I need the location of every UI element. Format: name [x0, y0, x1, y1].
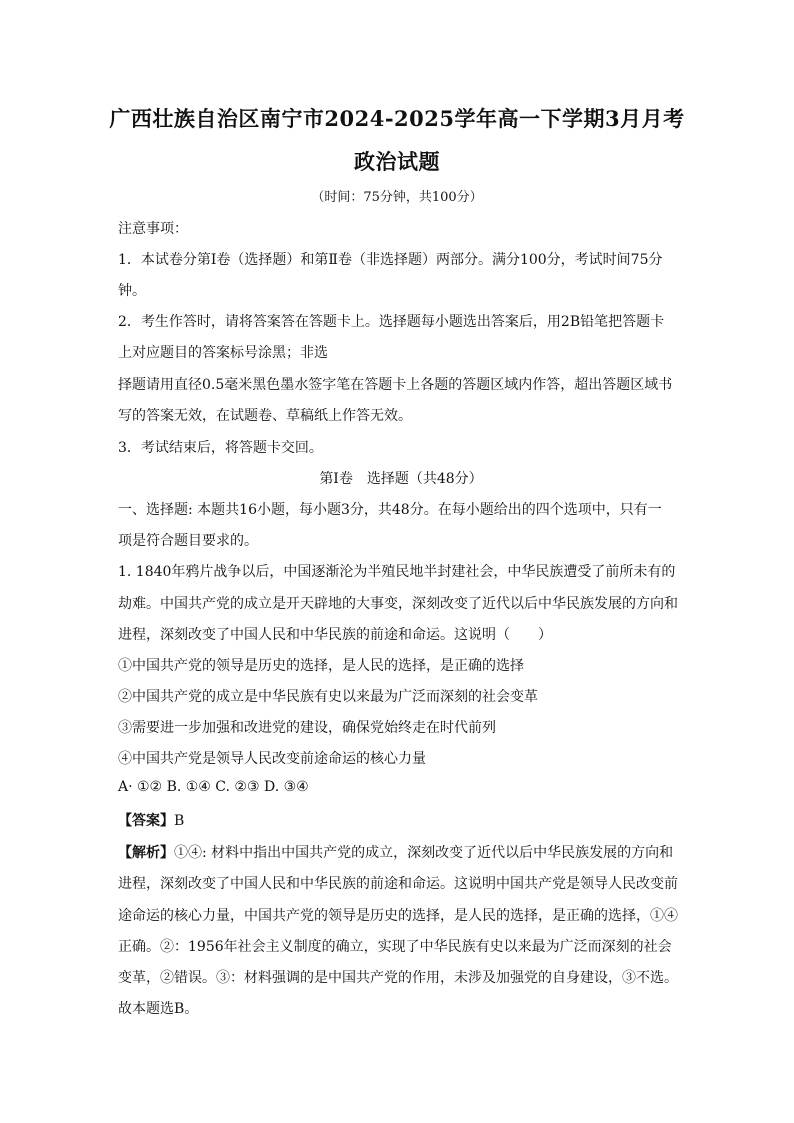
analysis-line1: [118, 842, 684, 862]
note-2-line1: 2．考生作答时，请将答案答在答题卡上。选择题每小题选出答案后，用2B铅笔把答题卡: [118, 314, 665, 330]
doc-subtitle: （时间：75分钟，共100分）: [311, 190, 483, 205]
note-2-line2: 上对应题目的答案标号涂黑；非选: [118, 345, 328, 361]
analysis-text-1: ①④: 材料中指出中国共产党的成立，深刻改变了近代以后中华民族发展的方向和: [174, 845, 674, 861]
analysis-line4: 正确。②：1956年社会主义制度的确立，实现了中华民族有史以来最为广泛而深刻的社会: [118, 939, 672, 955]
question-stem-line1: 1. 1840年鸦片战争以后，中国逐渐沦为半殖民地半封建社会，中华民族遭受了前所未有的: [118, 564, 676, 580]
section-intro-line2: 项是符合题目要求的。: [118, 533, 258, 549]
question-option-1: ①中国共产党的领导是历史的选择，是人民的选择，是正确的选择: [118, 658, 524, 674]
doc-title-line1: 广西壮族自治区南宁市2024-2025学年高一下学期3月月考: [109, 106, 685, 131]
note-2-line4: 写的答案无效，在试题卷、草稿纸上作答无效。: [118, 408, 412, 424]
question-option-3: ③需要进一步加强和改进党的建设，确保党始终走在时代前列: [118, 720, 496, 736]
analysis-line5: 变革，②错误。③：材料强调的是中国共产党的作用，未涉及加强党的自身建设，③不选。: [118, 970, 678, 986]
answer-line: [118, 810, 684, 830]
answer-label: 【答案】: [118, 813, 174, 829]
analysis-line6: 故本题选B。: [118, 1001, 199, 1017]
doc-title-line2: 政治试题: [354, 149, 440, 174]
answer-value: B: [174, 813, 185, 829]
note-1-line2: 钟。: [118, 283, 146, 299]
question-stem-line2: 劫难。中国共产党的成立是开天辟地的大事变，深刻改变了近代以后中华民族发展的方向和: [118, 596, 678, 612]
question-stem-line3: 进程，深刻改变了中国人民和中华民族的前途和命运。这说明（ ）: [118, 627, 552, 643]
notes-heading: 注意事项：: [118, 221, 188, 237]
question-option-4: ④中国共产党是领导人民改变前途命运的核心力量: [118, 751, 426, 767]
note-2-line3: 择题请用直径0.5毫米黑色墨水签字笔在答题卡上各题的答题区域内作答，超出答题区域书: [118, 377, 673, 393]
section-intro-line1: 一、选择题: 本题共16小题，每小题3分，共48分。在每小题给出的四个选项中，只有一: [118, 502, 662, 518]
question-option-2: ②中国共产党的成立是中华民族有史以来最为广泛而深刻的社会变革: [118, 689, 538, 705]
note-3: 3．考试结束后，将答题卡交回。: [118, 440, 323, 456]
note-1-line1: 1．本试卷分第Ⅰ卷（选择题）和第Ⅱ卷（非选择题）两部分。满分100分，考试时间75分: [118, 252, 663, 268]
question-choices: A· ①② B. ①④ C. ②③ D. ③④: [118, 779, 309, 795]
section-heading: 第Ⅰ卷 选择题（共48分）: [319, 471, 483, 487]
analysis-line2: 进程，深刻改变了中国人民和中华民族的前途和命运。这说明中国共产党是领导人民改变前: [118, 876, 678, 892]
analysis-label: 【解析】: [118, 845, 174, 861]
analysis-line3: 途命运的核心力量，中国共产党的领导是历史的选择，是人民的选择，是正确的选择，①④: [118, 908, 678, 924]
